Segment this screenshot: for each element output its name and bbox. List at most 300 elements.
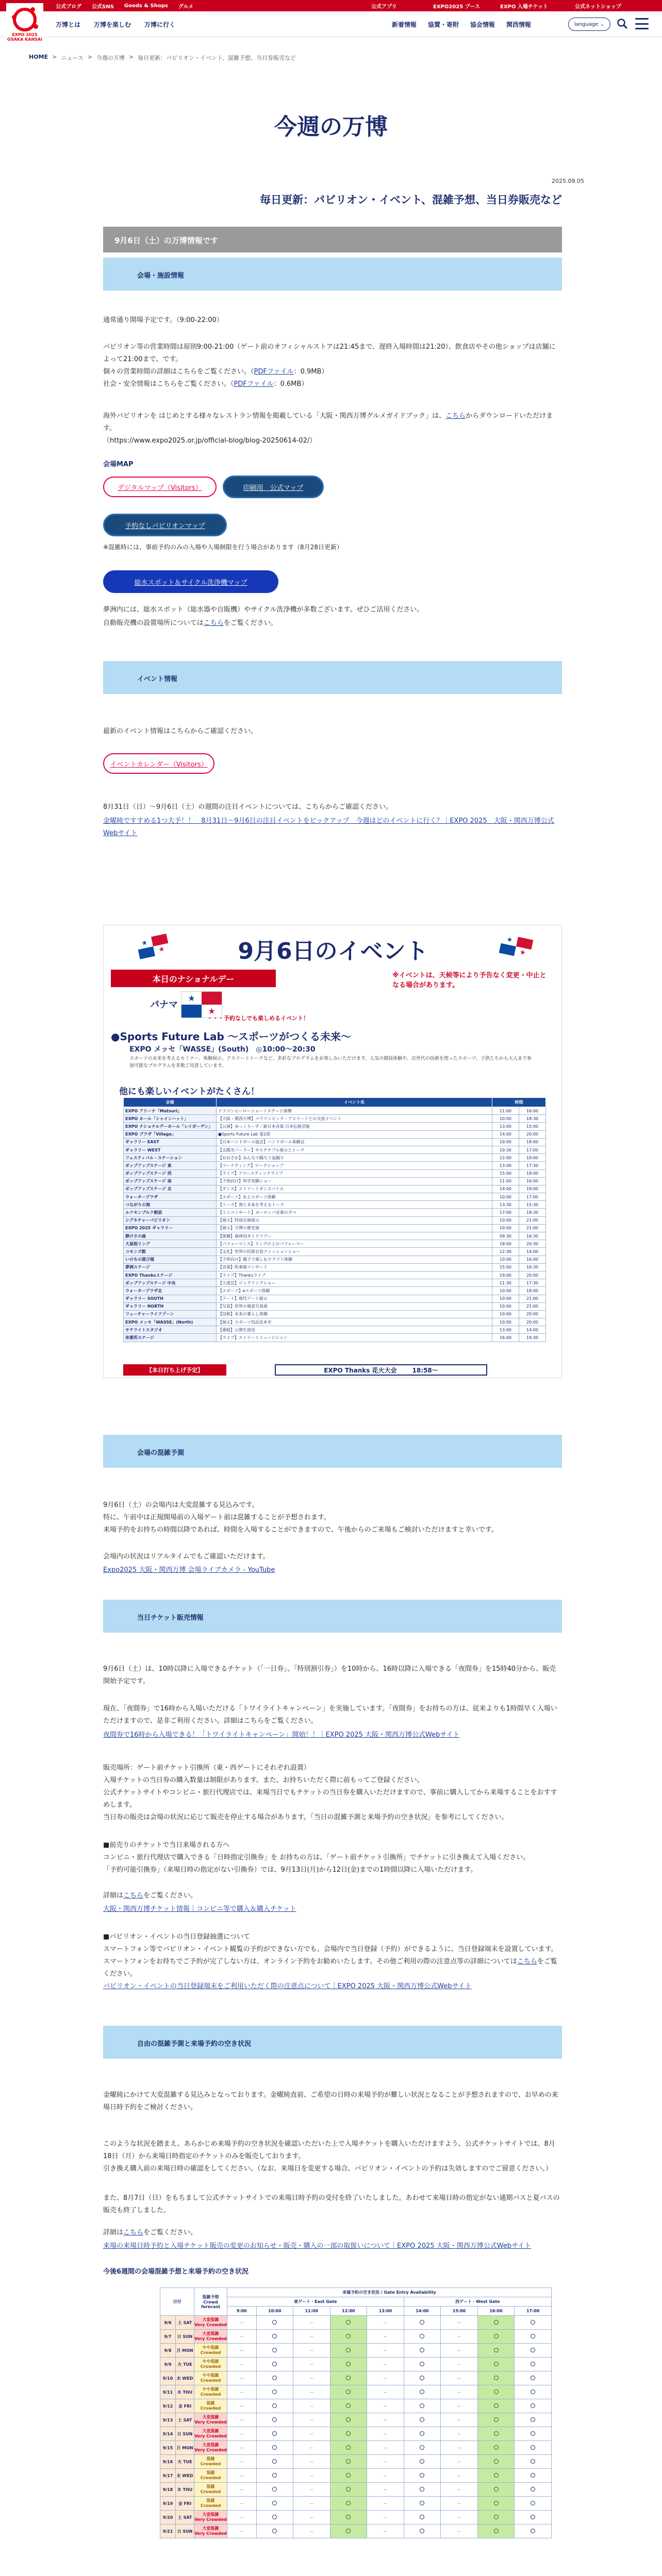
updated-date: 2025.09.05	[552, 178, 584, 184]
event-time-cell: 10:00	[492, 1318, 519, 1326]
available-icon	[494, 2334, 499, 2338]
available-icon	[272, 2362, 277, 2366]
forecast-detail-link[interactable]: こちら	[123, 2229, 144, 2236]
table-row	[124, 1193, 546, 1201]
event-time-cell: 18:30	[519, 1209, 546, 1216]
date-cell: 9/11	[160, 2385, 176, 2399]
event-name-cell: 【ライブ】ストリートミュージシャン	[217, 1334, 492, 1342]
breadcrumb: HOME > ニュース > 今週の万博 > 毎日更新：パビリオン・イベント、混雑予想、当日券販売など	[29, 54, 296, 61]
available-icon	[531, 2431, 535, 2436]
table-row	[160, 2511, 552, 2524]
availability-cell	[404, 2483, 441, 2497]
language-button[interactable]: language ⌄	[568, 18, 610, 31]
event-venue-cell: EXPO 2025 ギャラリー	[124, 1224, 217, 1232]
availability-cell	[330, 2455, 367, 2469]
available-icon	[494, 2376, 499, 2380]
table-row	[160, 2385, 552, 2399]
availability-cell	[477, 2441, 515, 2455]
availability-cell	[477, 2399, 515, 2413]
event-time-cell: 21:00	[519, 1302, 546, 1310]
availability-cell	[330, 2497, 367, 2511]
ticket-info-link-wrap	[103, 1903, 562, 1916]
table-header: 西ゲート・West Gate	[404, 2297, 551, 2307]
nav-sponsor[interactable]: 協賛・寄附	[428, 21, 459, 28]
availability-cell: －	[367, 2316, 404, 2330]
time-header: 14:00	[404, 2307, 441, 2316]
available-icon	[494, 2473, 499, 2478]
topbar-link-app[interactable]: 公式アプリ	[371, 4, 397, 10]
available-icon	[346, 2445, 351, 2450]
event-time-cell: 10:00	[492, 1256, 519, 1263]
event-name-cell: 【子供向け】親子で楽しむクラフト体験	[217, 1256, 492, 1263]
availability-cell: －	[227, 2497, 257, 2511]
availability-cell	[477, 2413, 515, 2427]
topbar-link-ticket[interactable]: EXPO 入場チケット	[500, 4, 548, 10]
available-icon	[272, 2445, 277, 2450]
available-icon	[494, 2362, 499, 2366]
available-icon	[272, 2501, 277, 2505]
available-icon	[272, 2376, 277, 2380]
availability-cell: －	[293, 2316, 330, 2330]
availability-cell	[256, 2483, 293, 2497]
table-row	[124, 1162, 546, 1170]
event-time-cell: 17:30	[519, 1279, 546, 1287]
panama-flag-icon: ★ ★	[136, 934, 171, 959]
time-header: 13:00	[367, 2307, 404, 2316]
reserve-note: ※混雑時には、事前予約のみの入場や入場制限を行う場合があります（8月28日更新）	[103, 544, 343, 551]
myaku-logo-icon	[13, 8, 37, 31]
availability-cell	[515, 2511, 552, 2524]
section-forecast-header: 自由の混雑予測と来場予約の空き状況	[103, 2026, 562, 2059]
event-time-cell: 11:00	[492, 1177, 519, 1185]
available-icon	[531, 2389, 535, 2394]
availability-cell	[404, 2413, 441, 2427]
top-utility-bar	[0, 0, 662, 11]
table-row	[160, 2483, 552, 2497]
event-calendar-button[interactable]: イベントカレンダー（Visitors）	[103, 753, 214, 774]
event-venue-cell: いのちの遊び場	[124, 1256, 217, 1263]
event-name-cell: 【大阪・関西万博】パラリンピック・アスリートとの交流イベント	[217, 1115, 492, 1123]
available-icon	[531, 2348, 535, 2352]
national-day-banner: 本日のナショナルデー	[111, 970, 276, 987]
table-header: 時間	[492, 1098, 546, 1107]
available-icon	[420, 2403, 424, 2408]
event-venue-cell: フューチャーライフゾーン	[124, 1310, 217, 1318]
forecast-link-wrap	[103, 2240, 562, 2252]
table-row	[160, 2358, 552, 2371]
event-time-cell: 17:00	[519, 1193, 546, 1201]
table-row	[124, 1138, 546, 1146]
date-bar: 9月6日（土）の万博情報です	[103, 227, 562, 252]
event-time-cell: 17:30	[519, 1162, 546, 1170]
nav-about[interactable]: 万博とは	[56, 21, 81, 28]
availability-cell: －	[367, 2385, 404, 2399]
event-time-cell: 10:30	[492, 1146, 519, 1154]
availability-cell: －	[227, 2427, 257, 2441]
event-time-cell: 18:00	[492, 1240, 519, 1248]
nav-enjoy[interactable]: 万博を楽しむ	[94, 21, 131, 28]
event-name-cell: 【パフォーマンス】リングの上のパフォーマー	[217, 1240, 492, 1248]
available-icon	[531, 2403, 535, 2408]
event-time-cell: 10:00	[492, 1216, 519, 1224]
forecast-p1: 金曜純にかけて大変混雑する見込みとなっております。金曜純直前、ご希望の日時の来場予約が難しい状況となることが予想されますので、お早めの来場日時予約をご検討ください。	[103, 2091, 558, 2111]
pdf-link-hours[interactable]: PDFファイル	[254, 368, 294, 376]
availability-cell	[404, 2344, 441, 2358]
event-name-cell: 【アート】現代アート展示	[217, 1295, 492, 1302]
topbar-link-shop[interactable]: 公式ネットショップ	[575, 4, 621, 10]
breadcrumb-home[interactable]: HOME	[29, 54, 48, 60]
hamburger-menu-icon[interactable]	[635, 18, 649, 29]
event-venue-cell: ルクセンブルク館前	[124, 1209, 217, 1216]
event-venue-cell: EXPO アリーナ「Matsuri」	[124, 1107, 217, 1115]
breadcrumb-current: 毎日更新：パビリオン・イベント、混雑予想、当日券販売など	[138, 55, 296, 61]
availability-cell	[330, 2469, 367, 2483]
availability-cell	[256, 2316, 293, 2330]
available-icon	[346, 2334, 351, 2338]
event-venue-cell: ギャラリー NORTH	[124, 1302, 217, 1310]
table-header: イベント名	[217, 1098, 492, 1107]
table-row	[160, 2330, 552, 2344]
event-venue-cell: 休憩所ステージ	[124, 1334, 217, 1342]
day-cell: 水 WED	[176, 2371, 194, 2385]
crowd-level-cell: 混雑 Crowded	[194, 2455, 227, 2469]
table-row	[124, 1209, 546, 1216]
forecast-link[interactable]: 来場の来場日時予約と入場チケット販売の変更のお知らせ・販売・購入の一部の取扱いについて｜EXPO 2025 大阪・関西万博公式Webサイト	[103, 2242, 532, 2250]
availability-cell	[330, 2399, 367, 2413]
crowd-level-cell: 大変混雑 Very Crowded	[194, 2427, 227, 2441]
availability-cell	[256, 2371, 293, 2385]
available-icon	[346, 2529, 351, 2533]
available-icon	[272, 2320, 277, 2325]
crowd-level-cell: 大変混雑 Very Crowded	[194, 2316, 227, 2330]
availability-cell: －	[367, 2358, 404, 2371]
expo-logo[interactable]	[6, 3, 43, 46]
breadcrumb-news[interactable]: ニュース	[61, 55, 84, 61]
event-name-cell: 【ライブ】アコースティックライブ	[217, 1170, 492, 1177]
day-cell: 日 SUN	[176, 2427, 194, 2441]
table-row	[124, 1279, 546, 1287]
available-icon	[531, 2529, 535, 2533]
available-icon	[494, 2403, 499, 2408]
fireworks-title: EXPO Thanks 花火大会	[324, 1366, 397, 1374]
event-venue-cell: ポップアップステージ 北	[124, 1185, 217, 1193]
event-venue-cell: つながりの海	[124, 1201, 217, 1209]
gourmet-url: （https://www.expo2025.or.jp/official-blog/blog-20250614-02/）	[103, 437, 317, 445]
vending-link[interactable]: こちら	[203, 619, 224, 627]
availability-cell	[477, 2497, 515, 2511]
availability-cell	[404, 2316, 441, 2330]
availability-cell: －	[293, 2330, 330, 2344]
last-up-banner: 【本日打ち上げ予定】	[123, 1364, 226, 1376]
gourmet-link[interactable]: こちら	[445, 412, 466, 420]
availability-cell	[330, 2441, 367, 2455]
topbar-link-booth[interactable]: EXPO2025 ブース	[433, 4, 480, 10]
ticket-info-link[interactable]: 大阪・関西万博チケット情報｜コンビニ等で購入＆購入チケット	[103, 1905, 296, 1913]
availability-cell	[256, 2330, 293, 2344]
terminal-link[interactable]: パビリオン・イベントの当日登録端末をご利用いただく際の注意点について｜EXPO 2025 大阪・関西万博公式Webサイト	[103, 1982, 472, 1990]
event-name-cell: 【展示】万博の歴史展	[217, 1224, 492, 1232]
available-icon	[494, 2389, 499, 2394]
available-icon	[420, 2501, 424, 2505]
available-icon	[531, 2515, 535, 2519]
available-icon	[272, 2487, 277, 2492]
available-icon	[346, 2348, 351, 2352]
availability-cell: －	[293, 2441, 330, 2455]
event-time-cell: 15:00	[519, 1123, 546, 1130]
availability-cell: －	[227, 2511, 257, 2524]
availability-cell	[404, 2371, 441, 2385]
event-name-cell: 【スポーツ】eスポーツ体験	[217, 1287, 492, 1295]
day-cell: 日 SUN	[176, 2330, 194, 2344]
twilight-link[interactable]: 夜間券で16時から入場できる！「トワイライトキャンペーン」開始！！｜EXPO 2025 大阪・関西万博公式Webサイト	[103, 1731, 460, 1739]
availability-cell: －	[367, 2427, 404, 2441]
available-icon	[346, 2376, 351, 2380]
table-row	[124, 1310, 546, 1318]
print-map-button[interactable]: 印刷用 公式マップ	[223, 476, 324, 498]
availability-cell: －	[367, 2344, 404, 2358]
featured-event-title: ●Sports Future Lab 〜スポーツがつくる未来〜	[111, 1030, 352, 1043]
availability-cell	[515, 2497, 552, 2511]
availability-cell: －	[227, 2358, 257, 2371]
availability-cell	[515, 2483, 552, 2497]
availability-cell	[330, 2330, 367, 2344]
availability-cell: －	[227, 2385, 257, 2399]
available-icon	[272, 2431, 277, 2436]
availability-cell	[404, 2330, 441, 2344]
availability-cell	[477, 2371, 515, 2385]
date-cell: 9/9	[160, 2358, 176, 2371]
table-row	[124, 1185, 546, 1193]
forecast-detail: 詳細はこちらをご覧ください。	[103, 2229, 197, 2236]
event-time-cell: 18:00	[519, 1170, 546, 1177]
topbar-link-sns[interactable]: 公式SNS	[92, 4, 114, 10]
event-time-cell: 18:30	[519, 1115, 546, 1123]
event-name-cell: 【技術】未来の暮らし体験	[217, 1310, 492, 1318]
table-row	[160, 2524, 552, 2538]
availability-cell	[330, 2511, 367, 2524]
event-time-cell: 10:00	[492, 1302, 519, 1310]
fireworks-time: 18:58〜	[412, 1366, 438, 1374]
availability-cell: －	[367, 2455, 404, 2469]
event-poster	[103, 925, 562, 1378]
table-row	[124, 1302, 546, 1310]
availability-cell: －	[227, 2441, 257, 2455]
topbar-link-blog[interactable]: 公式ブログ	[56, 4, 81, 10]
table-row	[124, 1295, 546, 1302]
availability-cell	[330, 2344, 367, 2358]
nav-visit[interactable]: 万博に行く	[144, 21, 176, 28]
availability-cell	[404, 2427, 441, 2441]
date-cell: 9/10	[160, 2371, 176, 2385]
available-icon	[494, 2515, 499, 2519]
event-venue-cell: 大屋根リング	[124, 1240, 217, 1248]
forecast-p3: 引き換え購入前の来場日時の確認をしてください。（なお、来場日を変更する場合、パビリオン・イベントの予約は失効しますのでご留意ください。）	[103, 2165, 552, 2173]
table-row	[124, 1263, 546, 1271]
event-venue-cell: ポップアップステージ 東	[124, 1162, 217, 1170]
event-time-cell: 09:30	[492, 1232, 519, 1240]
topbar-link-goods[interactable]: Goods & Shops	[124, 3, 168, 9]
event-name-cell: 【大道芸】ジャグリングショー	[217, 1279, 492, 1287]
crowd-level-cell: やや混雑 Crowded	[194, 2385, 227, 2399]
event-name-cell: 【日本ハンドボール協会】ハンドボール体験会	[217, 1138, 492, 1146]
available-icon	[531, 2362, 535, 2366]
date-cell: 9/16	[160, 2455, 176, 2469]
availability-cell	[515, 2427, 552, 2441]
table-row	[124, 1130, 546, 1138]
available-icon	[272, 2417, 277, 2422]
table-row	[124, 1216, 546, 1224]
available-icon	[531, 2459, 535, 2464]
availability-cell	[330, 2524, 367, 2538]
available-icon	[494, 2501, 499, 2505]
event-name-cell: 【体験】森林浴ガイドツアー	[217, 1232, 492, 1240]
map-label: 会場MAP	[103, 461, 134, 468]
availability-cell	[256, 2413, 293, 2427]
available-icon	[346, 2487, 351, 2492]
table-header: 日付	[160, 2288, 194, 2316]
section-event-header: イベント情報	[103, 661, 562, 694]
day-cell: 土 SAT	[176, 2413, 194, 2427]
crowd-level-cell: 大変混雑 Very Crowded	[194, 2511, 227, 2524]
availability-cell	[404, 2455, 441, 2469]
gourmet-paragraph: 海外パビリオンを はじめとする様々なレストラン情報を掲載している「大阪・関西万博グルメガイドブック」は、こちらからダウンロードいただけます。 （https://www.expo2025.or.jp/official-blog/blog-20250614-02/）	[103, 410, 562, 447]
digital-map-button[interactable]: デジタルマップ（Visitors）	[103, 477, 217, 497]
table-row	[124, 1256, 546, 1263]
event-venue-cell: 夢洲ステージ	[124, 1263, 217, 1271]
event-time-cell: 11:00	[492, 1107, 519, 1115]
event-time-cell: 10:00	[492, 1224, 519, 1232]
availability-cell: －	[227, 2399, 257, 2413]
table-row	[124, 1287, 546, 1295]
event-time-cell: 12:30	[492, 1248, 519, 1256]
day-cell: 土 SAT	[176, 2316, 194, 2330]
crowd-paragraph: 9月6日（土）の会場内は大変混雑する見込みです。 特に、午前中は正規開場前の入場ゲート前は混雑することが予想されます。 来場予約をお持ちの時間以降であれば、時間を入場することができますので、午後からのご来場もご検討いただけますと幸いです。	[103, 1501, 498, 1534]
available-icon	[494, 2529, 499, 2533]
day-cell: 月 MON	[176, 2441, 194, 2455]
table-row	[160, 2455, 552, 2469]
event-time-cell: 10:00	[492, 1115, 519, 1123]
table-row	[124, 1271, 546, 1279]
topbar-link-gourmet[interactable]: グルメ	[178, 4, 194, 10]
event-time-cell: 13:00	[492, 1123, 519, 1130]
table-row	[124, 1107, 546, 1115]
nav-kansai[interactable]: 関西情報	[506, 21, 532, 28]
availability-cell	[477, 2385, 515, 2399]
breadcrumb-week[interactable]: 今週の万博	[96, 55, 125, 61]
available-icon	[346, 2417, 351, 2422]
availability-cell: －	[367, 2330, 404, 2344]
available-icon	[531, 2501, 535, 2505]
event-name-cell: 【スポーツ】水上スポーツ体験	[217, 1193, 492, 1201]
table-header: 来場予約の空き状況 / Gate Entry Availability	[227, 2288, 552, 2297]
availability-cell	[477, 2469, 515, 2483]
availability-cell	[330, 2483, 367, 2497]
weekly-event-link[interactable]: 金曜純ですすめる1つ大予！！ 8月31日〜9月6日の注目イベントをピックアップ 今週はどのイベントに行く？｜EXPO 2025 大阪・関西万博公式Webサイト	[103, 817, 554, 837]
event-venue-cell: EXPO Thanksステージ	[124, 1271, 217, 1279]
date-cell: 9/14	[160, 2427, 176, 2441]
availability-cell	[515, 2358, 552, 2371]
availability-cell: －	[293, 2524, 330, 2538]
table-row	[124, 1326, 546, 1334]
event-time-cell: 14:00	[519, 1248, 546, 1256]
crowd-level-cell: 大変混雑 Very Crowded	[194, 2524, 227, 2538]
availability-cell	[404, 2497, 441, 2511]
available-icon	[272, 2515, 277, 2519]
crowd-level-cell: 混雑 Crowded	[194, 2497, 227, 2511]
availability-cell	[515, 2385, 552, 2399]
availability-cell: －	[293, 2483, 330, 2497]
ticket-detail-link[interactable]: こちら	[123, 1892, 144, 1900]
available-icon	[272, 2334, 277, 2338]
nav-news[interactable]: 新着情報	[392, 21, 417, 28]
forecast-p2: このような状況を踏まえ、あらかじめ来場予約の空き状況を確認いただいた上で入場チケットを購入いただけますよう、公式チケットサイトでは、8月18日（月）から来場日時指定のチケットのみを販売しております。	[103, 2140, 555, 2160]
table-header: 東ゲート・East Gate	[227, 2297, 404, 2307]
availability-cell: －	[293, 2358, 330, 2371]
event-venue-cell: EXPO メッセ「WASSE」(North)	[124, 1318, 217, 1326]
pdf-link-safety[interactable]: PDFファイル	[234, 380, 274, 388]
time-header: 11:00	[293, 2307, 330, 2316]
availability-cell	[256, 2524, 293, 2538]
event-name-cell: 【文化】世界の民族衣装ファッションショー	[217, 1248, 492, 1256]
event-venue-cell: サテライトスタジオ	[124, 1326, 217, 1334]
availability-cell	[330, 2427, 367, 2441]
event-time-cell: 13:00	[492, 1326, 519, 1334]
available-icon	[420, 2376, 424, 2380]
availability-cell	[330, 2316, 367, 2330]
available-icon	[346, 2362, 351, 2366]
event-name-cell: 【マーケティング】ワークショップ	[217, 1162, 492, 1170]
search-icon[interactable]	[617, 18, 628, 29]
event-time-cell: 13:00	[492, 1162, 519, 1170]
availability-cell	[477, 2427, 515, 2441]
terminal-detail-link[interactable]: こちら	[517, 1958, 537, 1965]
availability-cell	[515, 2469, 552, 2483]
panama-flag-icon: ★ ★	[499, 934, 534, 959]
available-icon	[346, 2501, 351, 2505]
event-time-cell: 17:00	[492, 1209, 519, 1216]
date-cell: 9/7	[160, 2330, 176, 2344]
event-time-cell: 17:00	[519, 1146, 546, 1154]
availability-cell: －	[367, 2483, 404, 2497]
no-reserve-map-button[interactable]: 予約なしパビリオンマップ	[103, 514, 227, 536]
day-cell: 金 FRI	[176, 2399, 194, 2413]
live-camera-link-wrap	[103, 1564, 562, 1577]
available-icon	[531, 2376, 535, 2380]
ticket-p2: 現在、「夜間券」で16時から入場いただける「トワイライトキャンペーン」を実施しています。「夜間券」をお持ちの方は、従来よりも1時間早く入場いただけますので、是非ご利用ください。詳細はこちらをご覧ください。	[103, 1705, 557, 1725]
nav-association[interactable]: 協会情報	[470, 21, 495, 28]
live-camera-link[interactable]: Expo2025 大阪・関西万博 会場ライブカメラ - YouTube	[103, 1566, 275, 1574]
available-icon	[272, 2529, 277, 2533]
available-icon	[272, 2473, 277, 2478]
availability-cell: －	[441, 2371, 478, 2385]
event-time-cell: 19:00	[519, 1154, 546, 1162]
water-spot-map-button[interactable]: 総水スポット＆サイクル洗浄機マップ	[103, 570, 278, 593]
main-navigation	[0, 11, 662, 37]
table-header: 混雑予想 Crowd forecast	[194, 2288, 227, 2316]
availability-cell	[477, 2316, 515, 2330]
availability-cell: －	[441, 2483, 478, 2497]
availability-cell	[404, 2524, 441, 2538]
available-icon	[420, 2320, 424, 2325]
availability-cell: －	[227, 2371, 257, 2385]
event-schedule-table	[123, 1097, 546, 1342]
crowd-level-cell: やや混雑 Crowded	[194, 2371, 227, 2385]
availability-cell: －	[227, 2483, 257, 2497]
table-row	[160, 2371, 552, 2385]
table-row	[124, 1240, 546, 1248]
availability-cell	[256, 2385, 293, 2399]
fireworks-banner	[275, 1364, 487, 1376]
